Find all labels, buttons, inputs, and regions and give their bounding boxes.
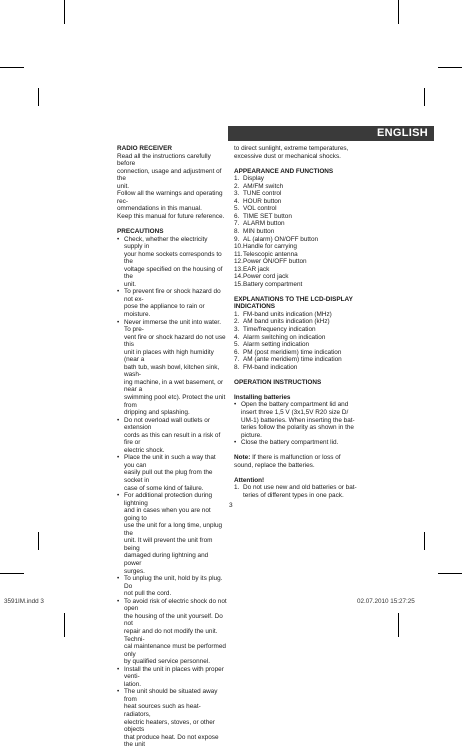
list-text: EAR jack — [243, 265, 270, 273]
spacer — [234, 386, 432, 394]
bullet-item — [117, 236, 227, 289]
text-line: • Check, whether the electricity supply in — [124, 235, 208, 251]
list-number: 9. — [234, 235, 240, 243]
list-text: Battery compartment — [243, 280, 303, 288]
text-line: insert three 1,5 V (3x1,5V R20 size D/ — [241, 408, 349, 416]
text-line: surges. — [124, 567, 145, 575]
bullet-item — [234, 401, 432, 439]
list-text: Power cord jack — [243, 273, 289, 281]
list-item — [234, 356, 432, 364]
list-item — [234, 273, 432, 281]
list-item — [234, 326, 432, 334]
list-number: 2. — [234, 318, 240, 326]
crop-mark — [398, 0, 399, 24]
list-number: 6. — [234, 212, 240, 220]
footer-timestamp: 02.07.2010 15:27:25 — [357, 598, 415, 605]
list-text: Telescopic antenna — [243, 250, 298, 258]
list-number: 3. — [234, 190, 240, 198]
text-line: not pull the cord. — [124, 590, 172, 598]
text-line: unit. It will prevent the unit from being — [124, 537, 213, 552]
text-line: cords as this can result in a risk of fire or — [124, 431, 221, 447]
list-text: Alarm setting indication — [243, 341, 310, 349]
note-label: Note: — [234, 454, 251, 462]
text-line: UM-1) batteries. When inserting the bat- — [241, 416, 355, 424]
text-line: • Place the unit in such a way that you can — [124, 454, 216, 469]
list-item — [234, 334, 432, 342]
text-line: • Open the battery compartment lid and — [241, 401, 349, 409]
bullet-item — [117, 417, 227, 455]
list-item — [234, 281, 432, 289]
list-text: AL (alarm) ON/OFF button — [243, 235, 319, 243]
list-number: 8. — [234, 227, 240, 235]
paragraph — [117, 153, 227, 221]
list-text: FM-band units indication (MHz) — [243, 310, 332, 318]
list-number: 10. — [234, 243, 243, 251]
list-item — [234, 484, 432, 492]
list-number: 12. — [234, 258, 243, 266]
list-text: TIME SET button — [243, 212, 292, 220]
crop-mark — [438, 67, 462, 68]
list-item — [234, 213, 432, 221]
page-number: 3 — [229, 502, 233, 509]
text-line: sound, replace the batteries. — [234, 461, 315, 469]
text-line: • Install the unit in places with proper venti- — [124, 665, 224, 681]
list-number: 11. — [234, 250, 243, 258]
list-item — [234, 175, 432, 183]
list-text: AM band units indication (kHz) — [243, 318, 330, 326]
list-item — [234, 341, 432, 349]
list-item — [234, 220, 432, 228]
list-item — [234, 364, 432, 372]
list-text: FM-band indication — [243, 363, 298, 371]
crop-mark — [424, 532, 425, 550]
spacer — [234, 469, 432, 477]
bullet-item — [117, 598, 227, 666]
text-line: pose the appliance to rain or moisture. — [124, 303, 205, 318]
text-line: • Do not overload wall outlets or extension — [124, 416, 210, 432]
crop-mark — [64, 613, 65, 637]
text-line: voltage specified on the housing of the — [124, 265, 223, 281]
text-line: • The unit should be situated away from — [124, 688, 218, 703]
list-item — [234, 258, 432, 266]
text-line: ing machine, in a wet basement, or near a — [124, 378, 224, 394]
list-item — [234, 243, 432, 251]
list-number: 13. — [234, 265, 243, 273]
text-line: Follow all the warnings and operating rec- — [117, 190, 223, 205]
language-label: ENGLISH — [377, 127, 428, 139]
list-text: PM (post meridiem) time indication — [243, 348, 342, 356]
list-text: HOUR button — [243, 197, 282, 205]
text-line: • To avoid risk of electric shock do not open — [124, 597, 227, 613]
list-text: Display — [243, 175, 264, 183]
list-item — [234, 236, 432, 244]
list-item — [234, 349, 432, 357]
section-heading: Attention! — [234, 476, 265, 484]
spacer — [117, 220, 227, 228]
list-text: teries of different types in one pack. — [243, 491, 344, 499]
right-column — [234, 145, 432, 499]
spacer — [234, 160, 432, 168]
text-line: • To unplug the unit, hold by its plug. Do — [124, 575, 223, 590]
crop-mark — [38, 88, 39, 106]
list-number: 14. — [234, 273, 243, 281]
list-item — [234, 190, 432, 198]
section-heading: APPEARANCE AND FUNCTIONS — [234, 167, 334, 175]
crop-mark — [0, 573, 24, 574]
left-column — [117, 145, 227, 749]
text-line: Keep this manual for future reference. — [117, 212, 225, 220]
list-number: 5. — [234, 341, 240, 349]
text-line: vent fire or shock hazard do not use this — [124, 333, 226, 349]
text-line — [234, 454, 432, 462]
text-line: bath tub, wash bowl, kitchen sink, wash- — [124, 363, 220, 379]
list-text: TUNE control — [243, 190, 282, 198]
bullet-item — [117, 688, 227, 748]
list-number: 3. — [234, 326, 240, 334]
list-number: 6. — [234, 348, 240, 356]
list-item — [234, 318, 432, 326]
text-line: dripping and splashing. — [124, 409, 190, 417]
text-line: your home sockets corresponds to the — [124, 250, 222, 266]
section-heading: PRECAUTIONS — [117, 227, 164, 235]
text-line: • For additional protection during lightning — [124, 492, 213, 507]
list-item — [234, 251, 432, 259]
text-line: teries follow the polarity as shown in the — [241, 424, 354, 432]
bullet-item — [117, 575, 227, 598]
crop-mark — [398, 613, 399, 637]
spacer — [234, 371, 432, 379]
list-text: MIN button — [243, 227, 275, 235]
list-number: 5. — [234, 205, 240, 213]
crop-mark — [64, 0, 65, 24]
note-paragraph — [234, 454, 432, 469]
text-line: easily pull out the plug from the socket in — [124, 469, 213, 485]
text-line: Read all the instructions carefully before — [117, 152, 211, 168]
section-heading: Installing batteries — [234, 393, 291, 401]
bullet-item — [117, 492, 227, 575]
list-item — [234, 266, 432, 274]
bullet-item — [117, 288, 227, 318]
bullet-item — [117, 319, 227, 417]
list-text: Do not use new and old batteries or bat- — [243, 484, 357, 492]
list-number: 7. — [234, 220, 240, 228]
list-number: 4. — [234, 197, 240, 205]
crop-mark — [0, 67, 24, 68]
text-line: and in cases when you are not going to — [124, 507, 211, 522]
text-line: connection, usage and adjustment of the — [117, 167, 222, 183]
list-number: 1. — [234, 175, 240, 183]
text-line: cal maintenance must be performed only — [124, 643, 226, 658]
text-line: case of some kind of failure. — [124, 484, 204, 492]
text-line: to direct sunlight, extreme temperatures, — [234, 145, 349, 152]
crop-mark — [424, 88, 425, 106]
list-text: AM/FM switch — [243, 182, 284, 190]
text-line: ommendations in this manual. — [117, 205, 202, 213]
list-item — [234, 183, 432, 191]
text-line: • Close the battery compartment lid. — [241, 439, 339, 447]
text-line: that produce heat. Do not expose the unit — [124, 733, 219, 749]
section-heading: EXPLANATIONS TO THE LCD-DISPLAY — [234, 295, 353, 303]
list-item — [234, 228, 432, 236]
spacer — [234, 288, 432, 296]
text-line: the housing of the unit yourself. Do not — [124, 612, 223, 628]
section-heading: OPERATION INSTRUCTIONS — [234, 378, 322, 386]
crop-mark — [38, 532, 39, 550]
text-line: unit in places with high humidity (near a — [124, 348, 214, 364]
text-line: • To prevent fire or shock hazard do not ex- — [124, 288, 221, 303]
list-text: Power ON/OFF button — [243, 258, 307, 266]
list-item — [234, 311, 432, 319]
text-line: damaged during lightning and power — [124, 552, 209, 568]
list-number: 2. — [234, 182, 240, 190]
list-number: 1. — [234, 484, 240, 492]
text-line: by qualified service personnel. — [124, 658, 210, 666]
text-line: repair and do not modify the unit. Techni- — [124, 627, 218, 643]
list-number: 8. — [234, 363, 240, 371]
section-heading: RADIO RECEIVER — [117, 145, 173, 152]
list-text: AM (ante meridiem) time indication — [243, 356, 342, 364]
text-line: use the unit for a long time, unplug the — [124, 522, 223, 537]
list-number: 4. — [234, 333, 240, 341]
text-line: excessive dust or mechanical shocks. — [234, 152, 341, 160]
list-item — [234, 205, 432, 213]
bullet-item — [117, 454, 227, 492]
list-item — [234, 492, 432, 500]
list-number: 1. — [234, 310, 240, 318]
text-line: • Never immerse the unit into water. To pre- — [124, 318, 221, 334]
list-text: ALARM button — [243, 220, 285, 228]
text-line: picture. — [241, 431, 262, 439]
bullet-item — [234, 439, 432, 447]
section-heading: INDICATIONS — [234, 303, 276, 311]
language-header-bar — [228, 126, 434, 141]
list-text: VOL control — [243, 205, 277, 213]
text-line: heat sources such as heat-radiators, — [124, 703, 201, 718]
list-text: Time/frequency indication — [243, 326, 316, 334]
list-number: 7. — [234, 356, 240, 364]
bullet-item — [117, 666, 227, 689]
note-text: If there is malfunction or loss of — [250, 454, 341, 462]
list-number: 15. — [234, 280, 243, 288]
text-line: electric heaters, stoves, or other objects — [124, 718, 215, 734]
list-text: Alarm switching on indication — [243, 333, 326, 341]
crop-mark — [438, 573, 462, 574]
text-line: swimming pool etc). Protect the unit from — [124, 394, 226, 409]
list-item — [234, 198, 432, 206]
text-line: lation. — [124, 680, 142, 688]
paragraph — [234, 145, 432, 160]
text-line: electric shock. — [124, 446, 165, 454]
spacer — [234, 447, 432, 455]
list-text: Handle for carrying — [243, 243, 297, 251]
footer-file-name: 3591IM.indd 3 — [4, 598, 44, 605]
text-line: unit. — [124, 280, 137, 288]
text-line: unit. — [117, 182, 130, 190]
